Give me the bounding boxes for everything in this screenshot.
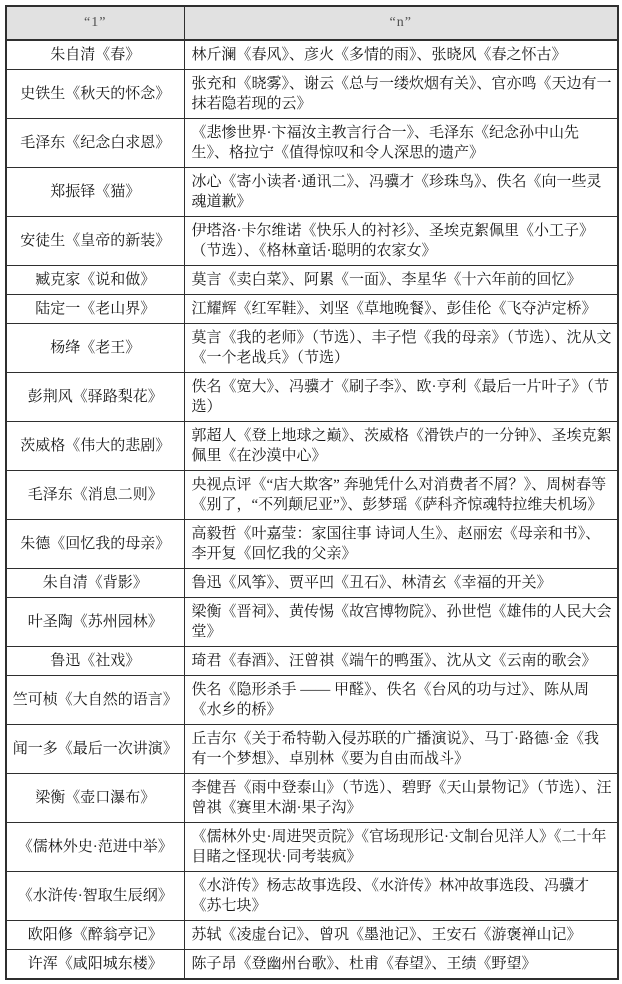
related-texts-cell: 《悲惨世界·卞福汝主教言行合一》、毛泽东《纪念孙中山先生》、格拉宁《值得惊叹和令人深思的遗产》 [184, 119, 618, 168]
course-text-cell: 朱德《回忆我的母亲》 [6, 520, 184, 569]
course-text-cell: 陆定一《老山界》 [6, 295, 184, 324]
course-text-cell: 竺可桢《大自然的语言》 [6, 676, 184, 725]
related-texts-cell: 郭超人《登上地球之巅》、茨威格《滑铁卢的一分钟》、圣埃克絮佩里《在沙漠中心》 [184, 422, 618, 471]
related-texts-cell: 莫言《卖白菜》、阿累《一面》、李星华《十六年前的回忆》 [184, 266, 618, 295]
related-texts-cell: 李健吾《雨中登泰山》（节选）、碧野《天山景物记》（节选）、汪曾祺《赛里木湖·果子沟》 [184, 774, 618, 823]
table-row [6, 921, 618, 950]
reading-pairings-table [5, 5, 619, 980]
course-text-cell: 朱自清《春》 [6, 40, 184, 70]
course-text-cell: 欧阳修《醉翁亭记》 [6, 921, 184, 950]
table-row [6, 950, 618, 980]
course-text-cell: 《水浒传·智取生辰纲》 [6, 872, 184, 921]
related-texts-cell: 《水浒传》杨志故事选段、《水浒传》林冲故事选段、冯骥才《苏七块》 [184, 872, 618, 921]
table-body [6, 40, 618, 979]
table-row [6, 373, 618, 422]
header-row [6, 6, 618, 40]
table-row [6, 168, 618, 217]
related-texts-cell: 苏轼《凌虚台记》、曾巩《墨池记》、王安石《游褒禅山记》 [184, 921, 618, 950]
related-texts-cell: 江耀辉《红军鞋》、刘坚《草地晚餐》、彭佳伦《飞夺泸定桥》 [184, 295, 618, 324]
table-row [6, 569, 618, 598]
table-row [6, 598, 618, 647]
related-texts-cell: 张充和《晓雾》、谢云《总与一缕炊烟有关》、官亦鸣《天边有一抹若隐若现的云》 [184, 70, 618, 119]
course-text-cell: 臧克家《说和做》 [6, 266, 184, 295]
related-texts-cell: 林斤澜《春风》、彦火《多情的雨》、张晓风《春之怀古》 [184, 40, 618, 70]
course-text-cell: 郑振铎《猫》 [6, 168, 184, 217]
table-row [6, 119, 618, 168]
table-row [6, 676, 618, 725]
related-texts-cell: 高毅哲《叶嘉莹：家国往事 诗词人生》、赵丽宏《母亲和书》、李开复《回忆我的父亲》 [184, 520, 618, 569]
table-row [6, 647, 618, 676]
table-row [6, 471, 618, 520]
column-header-n: “n” [184, 6, 618, 40]
course-text-cell: 许浑《咸阳城东楼》 [6, 950, 184, 980]
table-row [6, 725, 618, 774]
table-row [6, 70, 618, 119]
related-texts-cell: 梁衡《晋祠》、黄传惕《故宫博物院》、孙世恺《雄伟的人民大会堂》 [184, 598, 618, 647]
table-row [6, 295, 618, 324]
table-row [6, 520, 618, 569]
table-row [6, 266, 618, 295]
related-texts-cell: 央视点评《“店大欺客” 奔驰凭什么对消费者不屑？》、周树春等《别了，“不列颠尼亚”》、彭梦瑶《萨科齐惊魂特拉维夫机场》 [184, 471, 618, 520]
course-text-cell: 朱自清《背影》 [6, 569, 184, 598]
course-text-cell: 毛泽东《消息二则》 [6, 471, 184, 520]
table-row [6, 422, 618, 471]
table-row [6, 217, 618, 266]
related-texts-cell: 莫言《我的老师》（节选）、丰子恺《我的母亲》（节选）、沈从文《一个老战兵》（节选） [184, 324, 618, 373]
table-row [6, 823, 618, 872]
course-text-cell: 叶圣陶《苏州园林》 [6, 598, 184, 647]
related-texts-cell: 佚名《宽大》、冯骥才《刷子李》、欧·亨利《最后一片叶子》（节选） [184, 373, 618, 422]
course-text-cell: 鲁迅《社戏》 [6, 647, 184, 676]
related-texts-cell: 丘吉尔《关于希特勒入侵苏联的广播演说》、马丁·路德·金《我有一个梦想》、卓别林《要为自由而战斗》 [184, 725, 618, 774]
related-texts-cell: 佚名《隐形杀手 —— 甲醛》、佚名《台风的功与过》、陈从周《水乡的桥》 [184, 676, 618, 725]
table-row [6, 324, 618, 373]
related-texts-cell: 鲁迅《风筝》、贾平凹《丑石》、林清玄《幸福的开关》 [184, 569, 618, 598]
course-text-cell: 史铁生《秋天的怀念》 [6, 70, 184, 119]
related-texts-cell: 冰心《寄小读者·通讯二》、冯骥才《珍珠鸟》、佚名《向一些灵魂道歉》 [184, 168, 618, 217]
course-text-cell: 彭荆风《驿路梨花》 [6, 373, 184, 422]
table-row [6, 872, 618, 921]
related-texts-cell: 伊塔洛·卡尔维诺《快乐人的衬衫》、圣埃克絮佩里《小工子》（节选）、《格林童话·聪明的农家女》 [184, 217, 618, 266]
course-text-cell: 安徒生《皇帝的新装》 [6, 217, 184, 266]
course-text-cell: 闻一多《最后一次讲演》 [6, 725, 184, 774]
course-text-cell: 梁衡《壶口瀑布》 [6, 774, 184, 823]
related-texts-cell: 陈子昂《登幽州台歌》、杜甫《春望》、王绩《野望》 [184, 950, 618, 980]
course-text-cell: 毛泽东《纪念白求恩》 [6, 119, 184, 168]
course-text-cell: 《儒林外史·范进中举》 [6, 823, 184, 872]
course-text-cell: 茨威格《伟大的悲剧》 [6, 422, 184, 471]
related-texts-cell: 《儒林外史·周进哭贡院》《官场现形记·文制台见洋人》《二十年目睹之怪现状·同考装疯》 [184, 823, 618, 872]
table-row [6, 40, 618, 70]
column-header-one: “1” [6, 6, 184, 40]
course-text-cell: 杨绛《老王》 [6, 324, 184, 373]
table-row [6, 774, 618, 823]
related-texts-cell: 琦君《春酒》、汪曾祺《端午的鸭蛋》、沈从文《云南的歌会》 [184, 647, 618, 676]
